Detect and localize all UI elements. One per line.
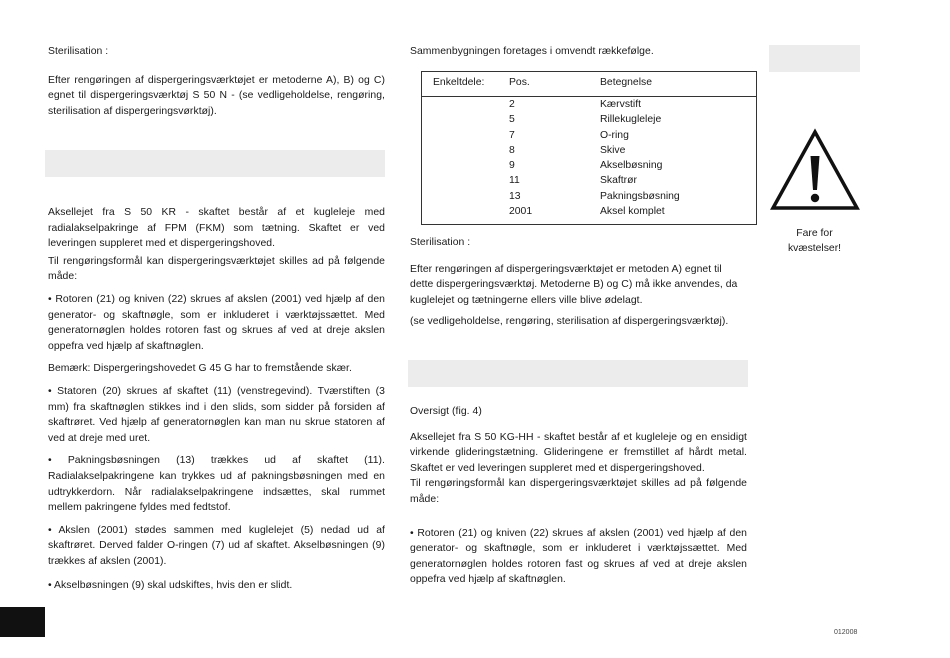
page-code: 012008 <box>834 629 858 636</box>
sterilisation-heading-left: Sterilisation : <box>48 46 109 57</box>
bullet-stator: • Statoren (20) skrues af skaftet (11) (venstregevind). Tværstiften (3 mm) fra skaftnøglen stikkes ind i den slids, som sidder på forsiden af skaftrøret. Ved hjælp af generatornøglen kan man nu skrue statoren af ved at dreje med uret. <box>48 385 385 444</box>
table-row <box>422 145 756 160</box>
betegnelse-cell: Skive <box>600 144 626 156</box>
cleaning-paragraph-middle: Til rengøringsformål kan dispergeringsværktøjet skilles ad på følgende måde: <box>410 478 747 505</box>
intro-paragraph-middle: Aksellejet fra S 50 KG-HH - skaftet består af et kugleleje og en ensidigt virkende glideringstætning. Glideringene er fremstillet af hårdt metal. Skaftet er ved leveringen suppleret med et dispergeringshoved. <box>410 431 747 474</box>
middle-sterilisation <box>410 235 747 337</box>
page-marker-block <box>0 607 45 637</box>
warning-text-line1: Fare for <box>796 228 833 239</box>
section-heading-bar-middle <box>408 360 748 387</box>
left-column <box>48 44 385 126</box>
table-row <box>422 206 756 221</box>
bullet-akslen: • Akslen (2001) stødes sammen med kuglelejet (5) nedad ud af skaftrøret. Derved falder O-ringen (7) ud af skaftet. Akselbøsningen (9) trækkes af akslen (2001). <box>48 524 385 567</box>
betegnelse-cell: Pakningsbøsning <box>600 190 680 202</box>
cleaning-paragraph-left: Til rengøringsformål kan dispergeringsværktøjet skilles ad på følgende måde: <box>48 255 385 283</box>
warning-label <box>769 226 860 256</box>
section-heading-bar-left <box>45 150 385 177</box>
pos-cell: 2001 <box>509 206 533 218</box>
pos-cell: 2 <box>509 99 515 110</box>
header-betegnelse: Betegnelse <box>600 77 652 88</box>
table-row <box>422 114 756 129</box>
betegnelse-cell: O-ring <box>600 129 629 141</box>
betegnelse-cell: Akselbøsning <box>600 160 663 172</box>
betegnelse-cell: Rillekugleleje <box>600 114 662 126</box>
table-row <box>422 130 756 145</box>
bullet-rotor-left: • Rotoren (21) og kniven (22) skrues af akslen (2001) ved hjælp af den generator- og skaftnøgle, som er inkluderet i værktøjssættet. Med generatornøglen holdes rotoren fast og skrues af ved at dreje akslen oppefra ved hjælp af skaftnøglen. <box>48 293 385 352</box>
pos-cell: 11 <box>509 175 520 187</box>
sterilisation-ref-middle: (se vedligeholdelse, rengøring, sterilisation af dispergeringsværktøj). <box>410 316 729 328</box>
betegnelse-cell: Aksel komplet <box>600 206 665 218</box>
pos-cell: 13 <box>509 190 521 202</box>
pos-cell: 9 <box>509 160 515 172</box>
assembly-text: Sammenbygningen foretages i omvendt rækkefølge. <box>410 46 654 57</box>
warning-text-line2: kvæstelser! <box>787 243 842 254</box>
sterilisation-heading-middle: Sterilisation : <box>410 237 471 248</box>
header-enkeltdele: Enkeltdele: <box>433 77 485 88</box>
table-row <box>422 160 756 175</box>
parts-table <box>421 71 757 225</box>
parts-table-header <box>422 72 756 97</box>
warning-triangle-icon <box>770 128 860 212</box>
pos-cell: 8 <box>509 144 515 156</box>
overview-figure-ref: Oversigt (fig. 4) <box>410 406 482 417</box>
table-row <box>422 99 756 114</box>
parts-table-body <box>422 99 756 221</box>
table-row <box>422 175 756 190</box>
betegnelse-cell: Skaftrør <box>600 175 637 187</box>
pos-cell: 5 <box>509 114 515 126</box>
note-dispergeringshoved: Bemærk: Dispergeringshovedet G 45 G har to fremstående skær. <box>48 363 352 375</box>
bullet-rotor-middle: • Rotoren (21) og kniven (22) skrues af akslen (2001) ved hjælp af den generator- og skaftnøgle, som er inkluderet i værktøjssættet. Med generatornøglen holdes rotoren fast og skrues af ved at dreje akslen oppefra ved hjælp af skaftnøglen. <box>410 527 747 586</box>
warning-panel <box>769 128 860 256</box>
bullet-pakningsbosning: • Pakningsbøsningen (13) trækkes ud af skaftet (11). Radialakselpakringene kan trykkes ud af pakningsbøsningen med en udtrykkerdorn. Når radialakselpakringene indsættes, skal rummet mellem pakringene fyldes med fedtstof. <box>48 455 385 514</box>
table-row <box>422 191 756 206</box>
intro-paragraph-left: Aksellejet fra S 50 KR - skaftet består af et kugleleje med radialakselpakringe af FPM (FKM) som tætning. Skaftet er ved leveringen suppleret med et dispergeringshoved. <box>48 207 385 250</box>
header-pos: Pos. <box>509 77 530 88</box>
bullet-akselbosning: • Akselbøsningen (9) skal udskiftes, hvis den er slidt. <box>48 580 293 592</box>
sterilisation-text-left: Efter rengøringen af dispergeringsværktøjet er metoderne A), B) og C) egnet til dispergeringsværktøj S 50 N - (se vedligeholdelse, rengøring, sterilisation af dispergeringsvørktøj). <box>48 74 385 117</box>
pos-cell: 7 <box>509 129 515 141</box>
sterilisation-text-middle: Efter rengøringen af dispergeringsværktøjet er metoden A) egnet til dette dispergeringsværktøj. Metoderne B) og C) må ikke anvendes, da kuglelejet og tætningerne ellers ville blive ødelagt. <box>410 263 738 306</box>
betegnelse-cell: Kærvstift <box>600 99 641 110</box>
section-heading-bar-right <box>769 45 860 72</box>
left-section-body <box>48 205 385 601</box>
middle-section-body <box>410 404 747 595</box>
